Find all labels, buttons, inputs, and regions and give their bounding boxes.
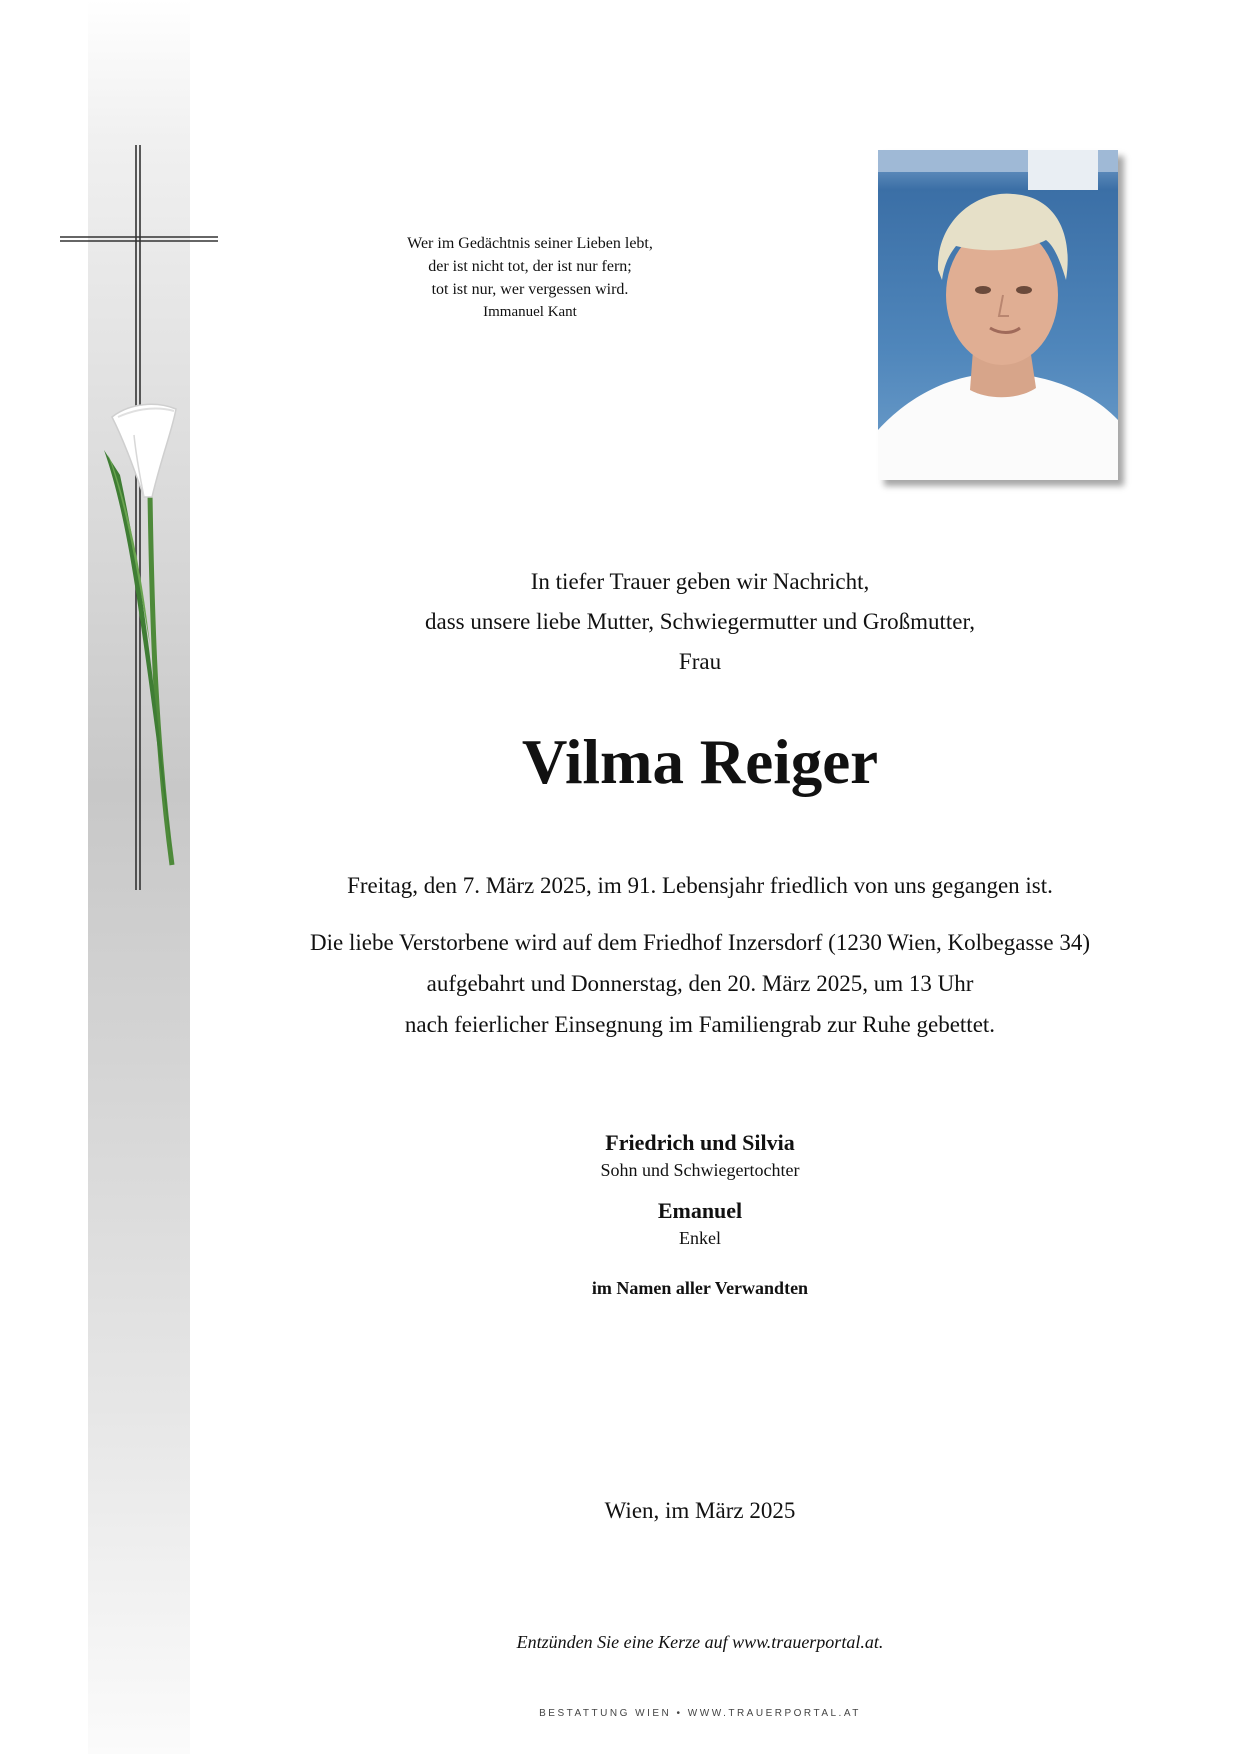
intro-line: dass unsere liebe Mutter, Schwiegermutter und Großmutter, [424, 609, 975, 634]
intro-line: In tiefer Trauer geben wir Nachricht, [530, 569, 870, 594]
footer-imprint: BESTATTUNG WIEN • WWW.TRAUERPORTAL.AT [539, 1708, 861, 1719]
quote-line: Wer im Gedächtnis seiner Lieben lebt, [407, 235, 653, 252]
mourner-name: Friedrich und Silvia [605, 1130, 795, 1155]
intro-line: Frau [678, 649, 722, 674]
quote-line: tot ist nur, wer vergessen wird. [431, 281, 629, 298]
date-of-death-line: Freitag, den 7. März 2025, im 91. Lebensjahr friedlich von uns gegangen ist. [347, 873, 1053, 898]
mourner-role: Sohn und Schwiegertochter [600, 1160, 800, 1180]
burial-line: Die liebe Verstorbene wird auf dem Friedhof Inzersdorf (1230 Wien, Kolbegasse 34) [310, 930, 1090, 955]
mourner-name: Emanuel [657, 1198, 743, 1223]
burial-line: aufgebahrt und Donnerstag, den 20. März 2025, um 13 Uhr [426, 971, 974, 996]
mourners-list [400, 1128, 1000, 1300]
closing-line: im Namen aller Verwandten [591, 1278, 809, 1298]
portrait-photo [878, 150, 1118, 480]
candle-note: Entzünden Sie eine Kerze auf www.trauerportal.at. [516, 1632, 884, 1652]
place-and-date: Wien, im März 2025 [604, 1498, 796, 1523]
mourner-role: Enkel [679, 1228, 721, 1248]
quote-line: der ist nicht tot, der ist nur fern; [428, 258, 632, 275]
announcement-intro [300, 562, 1100, 682]
memorial-quote [330, 232, 730, 324]
cross-icon [60, 145, 220, 895]
burial-information [250, 922, 1150, 1045]
deceased-name: Vilma Reiger [521, 727, 879, 797]
burial-line: nach feierlicher Einsegnung im Familiengrab zur Ruhe gebettet. [404, 1012, 996, 1037]
quote-author: Immanuel Kant [483, 304, 577, 320]
